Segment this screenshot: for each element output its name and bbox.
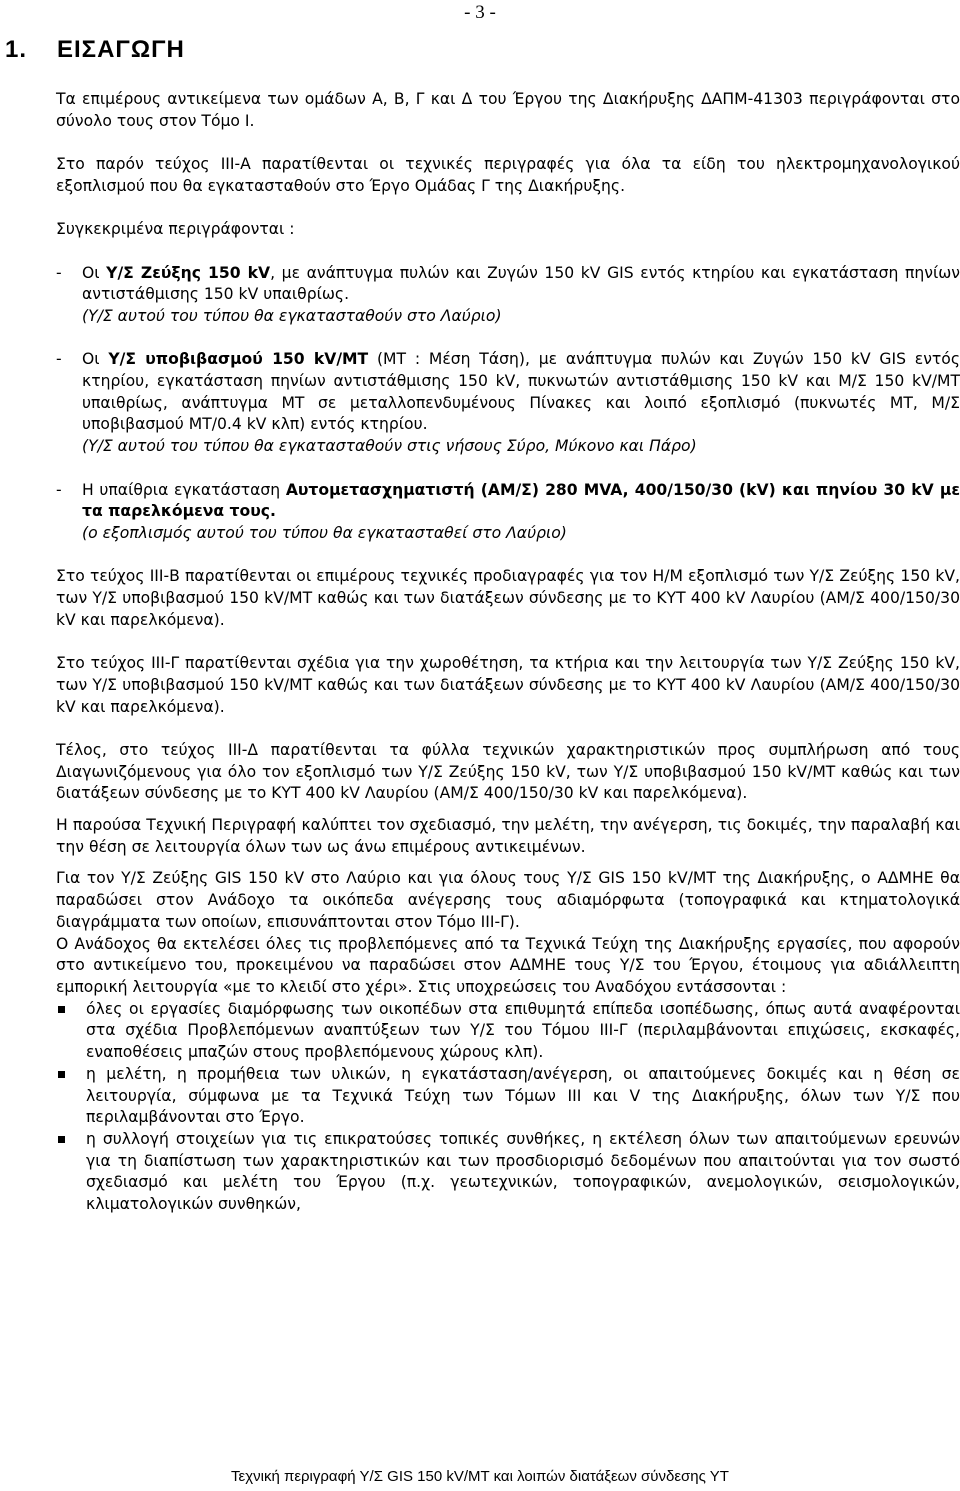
section-title: ΕΙΣΑΓΩΓΗ (57, 36, 185, 63)
dash-marker: - (56, 263, 62, 282)
square-bullet-icon (56, 1064, 86, 1129)
item2-bold: Υ/Σ υποβιβασμού 150 kV/MT (108, 350, 369, 369)
list-item-1: - Οι Υ/Σ Ζεύξης 150 kV, με ανάπτυγμα πυλών και Ζυγών 150 kV GIS εντός κτηρίου και εγκατάσταση πηνίων αντιστάθμισης 150 kV υπαιθρίως. (Υ/Σ αυτού του τύπου θα εγκατασταθούν στο Λαύριο) (56, 263, 960, 328)
square-bullet-icon (56, 1129, 86, 1216)
page-number: - 3 - (464, 2, 496, 23)
item2-note: (Υ/Σ αυτού του τύπου θα εγκατασταθούν στις νήσους Σύρο, Μύκονο και Πάρο) (82, 437, 697, 456)
list-item: η μελέτη, η προμήθεια των υλικών, η εγκατάσταση/ανέγερση, οι απαιτούμενες δοκιμές και η θέση σε λειτουργία, σύμφωνα με τα Τεχνικά Τεύχη των Τόμων ΙΙΙ και V της Διακήρυξης, όλων των Υ/Σ που περιλαμβάνονται στο Έργο. (56, 1064, 960, 1129)
section-heading (5, 36, 185, 64)
dash-marker: - (56, 480, 62, 499)
paragraph-7: Η παρούσα Τεχνική Περιγραφή καλύπτει τον σχεδιασμό, την μελέτη, την ανέγερση, τις δοκιμές, την παραλαβή και την θέση σε λειτουργία όλων των ως άνω επιμέρους αντικειμένων. (56, 816, 960, 856)
intro-paragraph-2: Στο παρόν τεύχος ΙΙΙ-Α παρατίθενται οι τεχνικές περιγραφές για όλα τα είδη του ηλεκτρομηχανολογικού εξοπλισμού που θα εγκατασταθούν στο Έργο Ομάδας Γ της Διακήρυξης. (56, 155, 960, 195)
paragraph-4: Στο τεύχος ΙΙΙ-Β παρατίθενται οι επιμέρους τεχνικές προδιαγραφές για τον Η/Μ εξοπλισμό των Υ/Σ Ζεύξης 150 kV, των Υ/Σ υποβιβασμού 150 kV/MT καθώς και των διατάξεων σύνδεσης με το ΚΥΤ 400 kV Λαυρίου (ΑΜ/Σ 400/150/30 kV και παρελκόμενα). (56, 567, 960, 629)
item1-note: (Υ/Σ αυτού του τύπου θα εγκατασταθούν στο Λαύριο) (82, 306, 502, 325)
list-item: η συλλογή στοιχείων για τις επικρατούσες τοπικές συνθήκες, η εκτέλεση όλων των απαιτούμενων ερευνών για τη διαπίστωση των χαρακτηριστικών και των προσδιορισμό δεδομένων που απαιτούνται για τον σωστό σχεδιασμό και μελέτη του Έργου (π.χ. γεωτεχνικών, τοπογραφικών, ανεμολογικών, σεισμολογικών, κλιματολογικών συνθηκών, (56, 1129, 960, 1216)
paragraph-5: Στο τεύχος ΙΙΙ-Γ παρατίθενται σχέδια για την χωροθέτηση, τα κτήρια και την λειτουργία των Υ/Σ Ζεύξης 150 kV, των Υ/Σ υποβιβασμού 150 kV/MT καθώς και των διατάξεων σύνδεσης με το ΚΥΤ 400 kV Λαυρίου (ΑΜ/Σ 400/150/30 kV και παρελκόμενα). (56, 654, 960, 716)
list-item-2: - Οι Υ/Σ υποβιβασμού 150 kV/MT (ΜΤ : Μέση Τάση), με ανάπτυγμα πυλών και Ζυγών 150 kV GIS εντός κτηρίου, εγκατάσταση πηνίων αντιστάθμισης 150 kV, πυκνωτών αντιστάθμισης 150 kV και Μ/Σ 150 kV/MT υπαιθρίως, ανάπτυγμα ΜΤ σε μεταλλοπενδυμένους Πίνακες και λοιπό εξοπλισμό (πυκνωτές ΜΤ, Μ/Σ υποβιβασμού ΜΤ/0.4 kV κλπ) εντός κτηρίου. (Υ/Σ αυτού του τύπου θα εγκατασταθούν στις νήσους Σύρο, Μύκονο και Πάρο) (56, 349, 960, 458)
paragraph-9: Ο Ανάδοχος θα εκτελέσει όλες τις προβλεπόμενες από τα Τεχνικά Τεύχη της Διακήρυξης εργασίες, που αφορούν στο αντικείμενο του, προκειμένου να παραδώσει στον ΑΔΜΗΕ τους Υ/Σ του Έργου, έτοιμους για αδιάλλειπτη εμπορική λειτουργία «με το κλειδί στο χέρι». Στις υποχρεώσεις του Αναδόχου εντάσσονται : (56, 934, 960, 996)
obligations-list (56, 999, 960, 1216)
page-footer: Τεχνική περιγραφή Υ/Σ GIS 150 kV/MT και λοιπών διατάξεων σύνδεσης ΥΤ (231, 1468, 729, 1485)
intro-paragraph-3: Συγκεκριμένα περιγράφονται : (56, 220, 295, 239)
list-item-3: - Η υπαίθρια εγκατάσταση Αυτομετασχηματιστή (ΑΜ/Σ) 280 MVA, 400/150/30 (kV) και πηνίου 30 kV με τα παρελκόμενα τους. (ο εξοπλισμός αυτού του τύπου θα εγκατασταθεί στο Λαύριο) (56, 480, 960, 545)
intro-paragraph-1: Τα επιμέρους αντικείμενα των ομάδων Α, Β, Γ και Δ του Έργου της Διακήρυξης ΔΑΠΜ-41303 περιγράφονται στο σύνολο τους στον Τόμο Ι. (56, 90, 960, 130)
square-bullet-icon (56, 999, 86, 1064)
paragraph-8: Για τον Υ/Σ Ζεύξης GIS 150 kV στο Λαύριο και για όλους τους Υ/Σ GIS 150 kV/MT της Διακήρυξης, ο ΑΔΜΗΕ θα παραδώσει στον Ανάδοχο τα οικόπεδα ανέγερσης τους αδιαμόρφωτα (τοπογραφικά και κτηματολογικά διαγράμματα των οποίων, επισυνάπτονται στον Τόμο ΙΙΙ-Γ). (56, 869, 960, 931)
paragraph-6: Τέλος, στο τεύχος ΙΙΙ-Δ παρατίθενται τα φύλλα τεχνικών χαρακτηριστικών προς συμπλήρωση από τους Διαγωνιζόμενους για όλο τον εξοπλισμό των Υ/Σ Ζεύξης 150 kV, των Υ/Σ υποβιβασμού 150 kV/MT καθώς και των διατάξεων σύνδεσης με το ΚΥΤ 400 kV Λαυρίου (ΑΜ/Σ 400/150/30 kV και παρελκόμενα). (56, 740, 960, 803)
item3-note: (ο εξοπλισμός αυτού του τύπου θα εγκατασταθεί στο Λαύριο) (82, 523, 567, 542)
dash-marker: - (56, 350, 62, 369)
item3-bold: Αυτομετασχηματιστή (ΑΜ/Σ) 280 MVA, 400/150/30 (kV) και πηνίου 30 kV με τα παρελκόμενα τους. (82, 480, 960, 521)
item1-bold: Υ/Σ Ζεύξης 150 kV (106, 263, 271, 282)
list-item: όλες οι εργασίες διαμόρφωσης των οικοπέδων στα επιθυμητά επίπεδα ισοπέδωσης, όπως αυτά αναφέρονται στα σχέδια Προβλεπόμενων αναπτύξεων των Υ/Σ του Τόμου ΙΙΙ-Γ (περιλαμβάνονται επιχώσεις, εκσκαφές, εναποθέσεις μπαζών στους προβλεπόμενους χώρους κλπ). (56, 999, 960, 1064)
section-number: 1. (5, 36, 28, 63)
document-body (56, 89, 960, 1216)
